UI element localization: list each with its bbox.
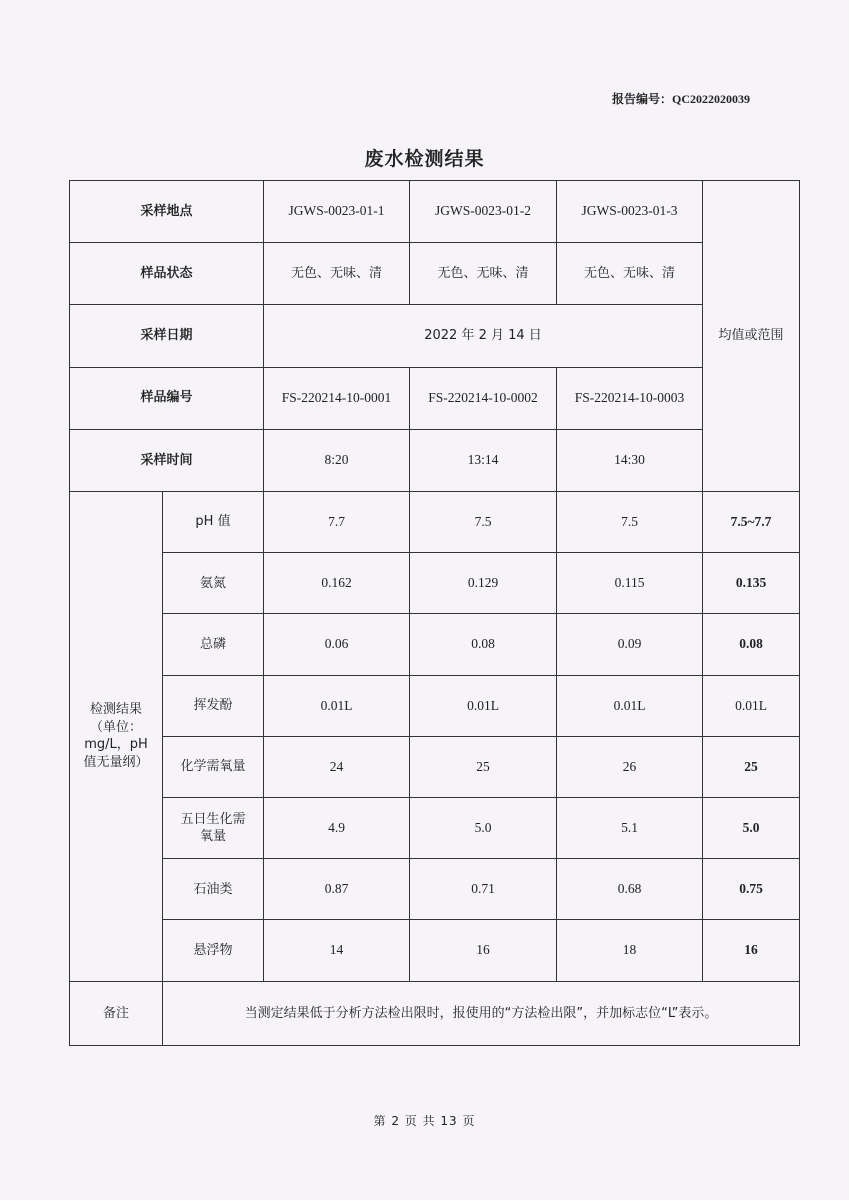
- summary-cell: 0.135: [703, 553, 800, 614]
- summary-cell: 16: [703, 920, 800, 981]
- value-cell: 0.129: [410, 553, 557, 614]
- value-cell: 0.08: [410, 614, 557, 675]
- value-cell: 4.9: [264, 798, 410, 859]
- table-row: [70, 614, 800, 675]
- table-row: [70, 859, 800, 920]
- table-row: [70, 492, 800, 553]
- value-cell: 0.162: [264, 553, 410, 614]
- summary-cell: 25: [703, 736, 800, 797]
- sample-no-cell: FS-220214-10-0002: [410, 367, 557, 429]
- summary-header: 均值或范围: [703, 181, 800, 492]
- parameter-name: 悬浮物: [163, 920, 264, 981]
- value-cell: 7.7: [264, 492, 410, 553]
- value-cell: 0.01L: [410, 675, 557, 736]
- value-cell: 0.01L: [557, 675, 703, 736]
- parameter-name: pH 值: [163, 492, 264, 553]
- state-row: [70, 243, 800, 305]
- value-cell: 0.115: [557, 553, 703, 614]
- sample-no-cell: FS-220214-10-0003: [557, 367, 703, 429]
- sample-no-label: 样品编号: [70, 367, 264, 429]
- sample-no-row: [70, 367, 800, 429]
- remark-row: [70, 981, 800, 1045]
- site-cell: JGWS-0023-01-1: [264, 181, 410, 243]
- value-cell: 0.68: [557, 859, 703, 920]
- value-cell: 18: [557, 920, 703, 981]
- remark-label: 备注: [70, 981, 163, 1045]
- time-row: [70, 429, 800, 491]
- date-cell: 2022 年 2 月 14 日: [264, 305, 703, 367]
- value-cell: 24: [264, 736, 410, 797]
- state-label: 样品状态: [70, 243, 264, 305]
- time-cell: 13:14: [410, 429, 557, 491]
- value-cell: 0.87: [264, 859, 410, 920]
- page-footer: 第 2 页 共 13 页: [373, 1114, 476, 1128]
- site-row: [70, 181, 800, 243]
- summary-cell: 5.0: [703, 798, 800, 859]
- parameter-name: 石油类: [163, 859, 264, 920]
- parameter-name: 五日生化需 氧量: [163, 798, 264, 859]
- value-cell: 14: [264, 920, 410, 981]
- time-label: 采样时间: [70, 429, 264, 491]
- table-row: [70, 736, 800, 797]
- sample-no-cell: FS-220214-10-0001: [264, 367, 410, 429]
- parameter-name: 总磷: [163, 614, 264, 675]
- value-cell: 26: [557, 736, 703, 797]
- summary-cell: 0.01L: [703, 675, 800, 736]
- summary-cell: 7.5~7.7: [703, 492, 800, 553]
- table-row: [70, 675, 800, 736]
- value-cell: 16: [410, 920, 557, 981]
- table-row: [70, 920, 800, 981]
- table-row: [70, 553, 800, 614]
- time-cell: 14:30: [557, 429, 703, 491]
- site-cell: JGWS-0023-01-2: [410, 181, 557, 243]
- results-table: [69, 180, 800, 1046]
- value-cell: 7.5: [557, 492, 703, 553]
- parameter-name: 化学需氧量: [163, 736, 264, 797]
- results-group-label: 检测结果 （单位： mg/L，pH 值无量纲）: [70, 492, 163, 982]
- site-cell: JGWS-0023-01-3: [557, 181, 703, 243]
- site-label: 采样地点: [70, 181, 264, 243]
- value-cell: 25: [410, 736, 557, 797]
- table-row: [70, 798, 800, 859]
- state-cell: 无色、无味、清: [557, 243, 703, 305]
- date-label: 采样日期: [70, 305, 264, 367]
- time-cell: 8:20: [264, 429, 410, 491]
- parameter-name: 挥发酚: [163, 675, 264, 736]
- summary-cell: 0.08: [703, 614, 800, 675]
- value-cell: 0.06: [264, 614, 410, 675]
- state-cell: 无色、无味、清: [410, 243, 557, 305]
- summary-cell: 0.75: [703, 859, 800, 920]
- value-cell: 7.5: [410, 492, 557, 553]
- value-cell: 0.09: [557, 614, 703, 675]
- state-cell: 无色、无味、清: [264, 243, 410, 305]
- value-cell: 5.1: [557, 798, 703, 859]
- page-title: 废水检测结果: [364, 148, 485, 170]
- report-number: 报告编号：QC2022020039: [612, 92, 751, 106]
- date-row: [70, 305, 800, 367]
- value-cell: 0.71: [410, 859, 557, 920]
- value-cell: 5.0: [410, 798, 557, 859]
- remark-text: 当测定结果低于分析方法检出限时，报使用的“方法检出限”，并加标志位“L”表示。: [163, 981, 800, 1045]
- parameter-name: 氨氮: [163, 553, 264, 614]
- value-cell: 0.01L: [264, 675, 410, 736]
